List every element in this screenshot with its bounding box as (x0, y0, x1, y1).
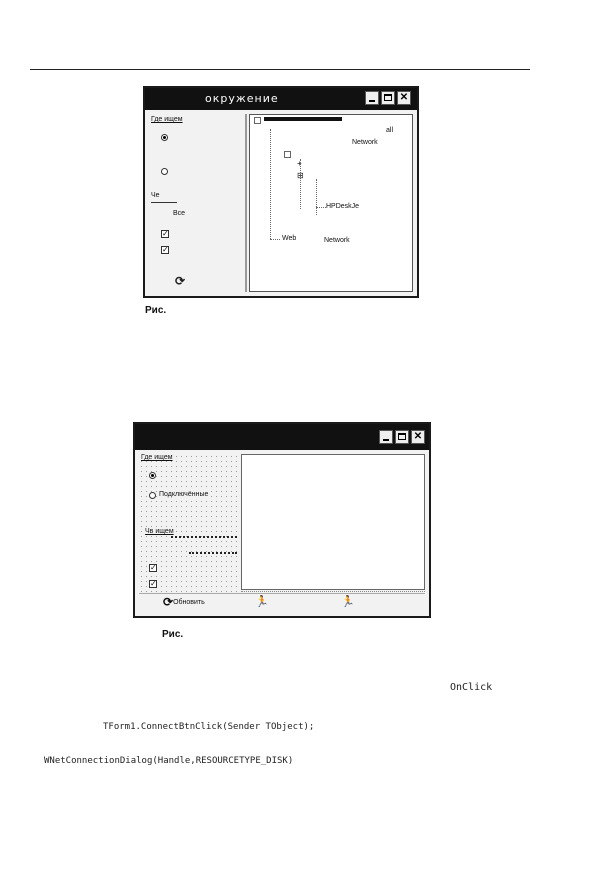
where-search-label: Где ищем (151, 116, 183, 123)
title-bar[interactable] (135, 424, 429, 450)
figure1-caption: Рис. (145, 305, 167, 316)
all-label: Все (173, 210, 186, 217)
form-design-window (133, 422, 431, 618)
where-search-label: Где ищем (141, 454, 173, 461)
search-options-panel (149, 114, 247, 292)
bottom-toolbar (139, 593, 425, 612)
network-environment-window (143, 86, 419, 298)
tree-expand-icon[interactable] (254, 117, 261, 124)
page-rule (30, 69, 530, 70)
refresh-button[interactable] (163, 595, 205, 609)
tree-plus-icon[interactable]: + (297, 159, 302, 168)
dotted-field (189, 552, 237, 556)
radio-all-network[interactable] (161, 134, 168, 141)
refresh-icon: ⟳ (163, 595, 174, 609)
radio-all-network[interactable] (149, 472, 156, 479)
refresh-button-label: Обновить (173, 598, 205, 606)
title-bar[interactable] (145, 88, 417, 110)
close-icon[interactable]: ✕ (397, 91, 411, 105)
minimize-icon[interactable] (379, 430, 393, 444)
checkbox-1[interactable]: ✓ (162, 229, 169, 238)
code-line-2: WNetConnectionDialog(Handle,RESOURCETYPE_DISK) (44, 756, 294, 766)
radio-connected[interactable] (161, 168, 168, 175)
tree-label-all: all (386, 127, 394, 134)
checkbox-2[interactable]: ✓ (162, 245, 169, 254)
tree-node-web[interactable]: Web (282, 235, 297, 242)
network-tree-view[interactable] (249, 114, 413, 292)
tree-expand-icon[interactable] (284, 151, 291, 158)
figure2-caption: Рис. (162, 629, 184, 640)
search-options-panel (139, 454, 239, 594)
dotted-field (171, 536, 237, 540)
connect-icon[interactable]: 🏃 (255, 596, 269, 608)
network-tree-view[interactable] (241, 454, 425, 590)
tree-root-highlight (264, 117, 342, 121)
group-divider (151, 202, 177, 203)
code-line-1: TForm1.ConnectBtnClick(Sender TObject); (103, 722, 315, 732)
checkbox-1[interactable]: ✓ (150, 563, 157, 572)
maximize-icon[interactable] (381, 91, 395, 105)
tree-line (270, 129, 271, 239)
tree-line (316, 179, 317, 215)
maximize-icon[interactable] (395, 430, 409, 444)
tree-minus-icon[interactable]: ⊟ (297, 171, 304, 180)
refresh-icon[interactable]: ⟳ (175, 274, 186, 288)
onclick-text: OnClick (450, 682, 493, 693)
tree-node-printer[interactable]: HPDeskJe (326, 203, 360, 210)
dotted-separator (241, 591, 425, 592)
tree-line (270, 239, 280, 240)
radio-connected[interactable] (149, 492, 156, 499)
tree-line (316, 207, 326, 208)
what-search-label: Чв ищем (145, 528, 174, 535)
minimize-icon[interactable] (365, 91, 379, 105)
disconnect-icon[interactable]: 🏃 (341, 596, 355, 608)
close-icon[interactable]: ✕ (411, 430, 425, 444)
window-title: окружение (205, 92, 279, 105)
radio-connected-label: Подключённые (159, 491, 209, 498)
checkbox-2[interactable]: ✓ (150, 579, 157, 588)
tree-node-network-1[interactable]: Network (352, 139, 378, 146)
what-search-label: Че (151, 192, 160, 199)
tree-node-network-2[interactable]: Network (324, 237, 350, 244)
